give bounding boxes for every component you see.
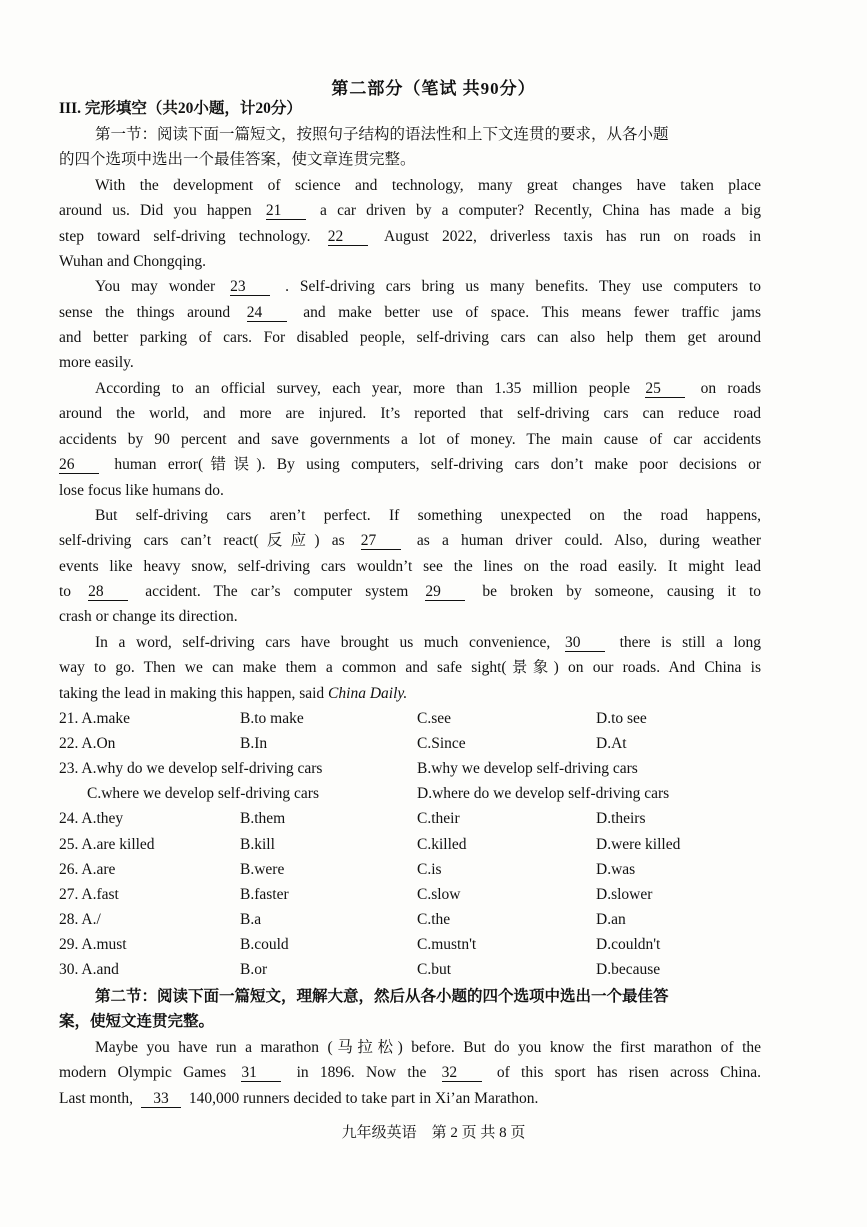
option-c[interactable]: C.see	[417, 710, 452, 727]
passage-line: events like heavy snow, self-driving cars wouldn’t see the lines on the road easily. It might lead	[59, 558, 761, 575]
section-heading: III. 完形填空（共20小题，计20分）	[59, 100, 302, 117]
option-b[interactable]: B.could	[240, 936, 289, 953]
passage-text: modern Olympic Games	[59, 1064, 227, 1081]
passage-text: human error(错误). By using computers, self-driving cars don’t make poor decisions or	[114, 456, 762, 473]
passage-line	[95, 379, 761, 399]
option-a[interactable]: 29. A.must	[59, 936, 127, 953]
blank-27: 27	[361, 532, 401, 550]
blank-31: 31	[241, 1064, 281, 1082]
passage-text: In a word, self-driving cars have brought us much convenience,	[95, 634, 551, 651]
passage-text: taking the lead in making this happen, said	[59, 685, 325, 702]
option-b[interactable]: B.faster	[240, 886, 289, 903]
blank-22: 22	[328, 228, 368, 246]
option-c[interactable]: C.but	[417, 961, 452, 978]
passage-text: to	[59, 583, 72, 600]
part1-instructions-1: 第一节：阅读下面一篇短文，按照句子结构的语法性和上下文连贯的要求，从各小题	[95, 126, 669, 143]
question-22-options	[59, 735, 761, 757]
option-d[interactable]: D.where do we develop self-driving cars	[417, 785, 670, 802]
passage-line	[59, 303, 761, 323]
question-23-options-row1	[59, 760, 761, 782]
passage-line: way to go. Then we can make them a common and safe sight(景象) on our roads. And China is	[59, 659, 761, 676]
option-d[interactable]: D.to see	[596, 710, 647, 727]
option-a[interactable]: 30. A.and	[59, 961, 119, 978]
passage-text: on roads	[700, 380, 762, 397]
option-b[interactable]: B.In	[240, 735, 268, 752]
option-c[interactable]: C.their	[417, 810, 460, 827]
option-b[interactable]: B.kill	[240, 836, 275, 853]
passage-line: But self-driving cars aren’t perfect. If something unexpected on the road happens,	[95, 507, 761, 524]
passage-text: there is still a long	[619, 634, 762, 651]
option-c[interactable]: C.the	[417, 911, 451, 928]
passage-line	[59, 455, 761, 475]
option-c[interactable]: C.mustn't	[417, 936, 477, 953]
passage-line	[59, 531, 761, 551]
blank-26: 26	[59, 456, 99, 474]
question-29-options	[59, 936, 761, 958]
passage-text: step toward self-driving technology.	[59, 228, 311, 245]
question-21-options	[59, 710, 761, 732]
part2-instructions-1: 第二节：阅读下面一篇短文，理解大意，然后从各小题的四个选项中选出一个最佳答	[95, 988, 669, 1005]
passage-text: be broken by someone, causing it to	[482, 583, 762, 600]
passage-text: According to an official survey, each year, more than 1.35 million people	[95, 380, 631, 397]
passage-line: With the development of science and technology, many great changes have taken place	[95, 177, 761, 194]
option-a[interactable]: 28. A./	[59, 911, 101, 928]
blank-33: 33	[141, 1090, 181, 1108]
blank-28: 28	[88, 583, 128, 601]
passage-line	[59, 1063, 761, 1083]
option-d[interactable]: D.theirs	[596, 810, 646, 827]
option-c[interactable]: C.is	[417, 861, 442, 878]
question-24-options	[59, 810, 761, 832]
option-b[interactable]: B.to make	[240, 710, 304, 727]
blank-29: 29	[425, 583, 465, 601]
option-a[interactable]: 21. A.make	[59, 710, 131, 727]
passage-text: 140,000 runners decided to take part in Xi’an Marathon.	[188, 1090, 539, 1107]
passage-text: Last month,	[59, 1090, 134, 1107]
passage-text: accident. The car’s computer system	[145, 583, 409, 600]
option-c[interactable]: C.killed	[417, 836, 467, 853]
page-title: 第二部分（笔试 共90分）	[331, 79, 536, 98]
passage-text: . Self-driving cars bring us many benefits. They use computers to	[285, 278, 762, 295]
blank-24: 24	[247, 304, 287, 322]
passage-line: Maybe you have run a marathon (马拉松) before. But do you know the first marathon of the	[95, 1039, 761, 1056]
question-26-options	[59, 861, 761, 883]
passage-line	[59, 582, 761, 602]
passage-line: lose focus like humans do.	[59, 482, 224, 499]
question-27-options	[59, 886, 761, 908]
passage-text: self-driving cars can’t react(反应) as	[59, 532, 345, 549]
option-d[interactable]: D.At	[596, 735, 627, 752]
source-name: China Daily.	[328, 685, 408, 702]
option-a[interactable]: 23. A.why do we develop self-driving cars	[59, 760, 323, 777]
passage-line: and better parking of cars. For disabled people, self-driving cars can also help them get around	[59, 329, 761, 346]
passage-text: sense the things around	[59, 304, 231, 321]
blank-23: 23	[230, 278, 270, 296]
passage-text: as a human driver could. Also, during weather	[416, 532, 761, 549]
passage-line	[95, 633, 761, 653]
question-25-options	[59, 836, 761, 858]
part2-instructions-2: 案，使短文连贯完整。	[59, 1013, 215, 1030]
passage-line	[95, 277, 761, 297]
question-23-options-row2	[59, 785, 761, 807]
option-a[interactable]: 22. A.On	[59, 735, 116, 752]
option-c[interactable]: C.where we develop self-driving cars	[87, 785, 319, 802]
option-d[interactable]: D.couldn't	[596, 936, 661, 953]
passage-line: crash or change its direction.	[59, 608, 238, 625]
option-d[interactable]: D.was	[596, 861, 636, 878]
passage-line: accidents by 90 percent and save governments a lot of money. The main cause of car accidents	[59, 431, 761, 448]
blank-32: 32	[442, 1064, 482, 1082]
question-30-options	[59, 961, 761, 983]
passage-text: and make better use of space. This means fewer traffic jams	[303, 304, 761, 321]
option-d[interactable]: D.slower	[596, 886, 653, 903]
option-b[interactable]: B.why we develop self-driving cars	[417, 760, 638, 777]
passage-line	[59, 201, 761, 221]
option-a[interactable]: 26. A.are	[59, 861, 116, 878]
passage-text: You may wonder	[95, 278, 216, 295]
option-a[interactable]: 24. A.they	[59, 810, 124, 827]
blank-25: 25	[645, 380, 685, 398]
passage-text: August 2022, driverless taxis has run on roads in	[384, 228, 761, 245]
passage-line	[59, 1089, 761, 1109]
passage-line: more easily.	[59, 354, 134, 371]
option-b[interactable]: B.them	[240, 810, 286, 827]
option-b[interactable]: B.a	[240, 911, 262, 928]
option-c[interactable]: C.Since	[417, 735, 466, 752]
passage-line	[59, 227, 761, 247]
passage-text: of this sport has risen across China.	[496, 1064, 762, 1081]
blank-21: 21	[266, 202, 306, 220]
option-d[interactable]: D.were killed	[596, 836, 681, 853]
question-28-options	[59, 911, 761, 933]
passage-line	[59, 684, 761, 704]
passage-text: around us. Did you happen	[59, 202, 252, 219]
option-b[interactable]: B.or	[240, 961, 268, 978]
passage-line: Wuhan and Chongqing.	[59, 253, 207, 270]
option-b[interactable]: B.were	[240, 861, 285, 878]
option-d[interactable]: D.because	[596, 961, 661, 978]
blank-30: 30	[565, 634, 605, 652]
passage-line: around the world, and more are injured. It’s reported that self-driving cars can reduce road	[59, 405, 761, 422]
option-a[interactable]: 27. A.fast	[59, 886, 119, 903]
option-c[interactable]: C.slow	[417, 886, 461, 903]
part1-instructions-2: 的四个选项中选出一个最佳答案，使文章连贯完整。	[59, 151, 416, 168]
option-d[interactable]: D.an	[596, 911, 626, 928]
option-a[interactable]: 25. A.are killed	[59, 836, 155, 853]
passage-text: in 1896. Now the	[296, 1064, 427, 1081]
passage-text: a car driven by a computer? Recently, China has made a big	[320, 202, 762, 219]
page-footer: 九年级英语 第 2 页 共 8 页	[341, 1125, 526, 1141]
